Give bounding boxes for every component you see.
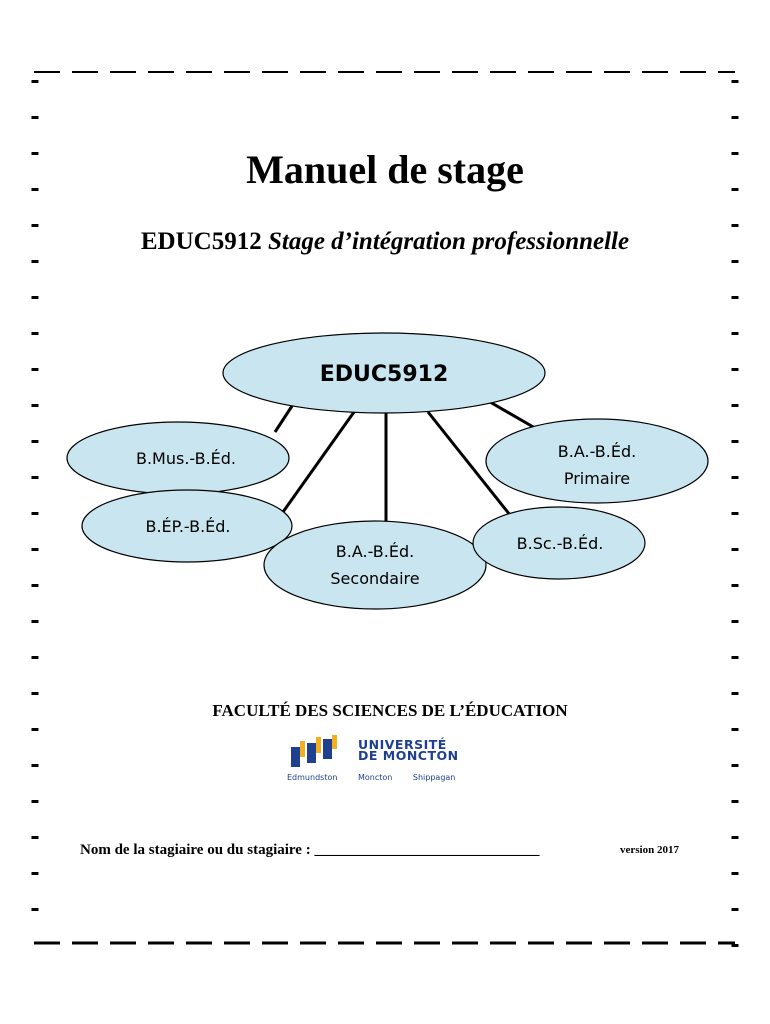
- oval-ba-secondaire: [264, 521, 486, 609]
- program-ba-secondaire-label-1: B.A.-B.Éd.: [335, 542, 415, 561]
- logo-wordmark: [358, 739, 459, 761]
- logo-name-line1: UNIVERSITÉ: [358, 737, 447, 752]
- campus-moncton: Moncton: [357, 773, 393, 782]
- version-label: version 2017: [620, 844, 679, 856]
- program-bmus-label: B.Mus.-B.Éd.: [135, 449, 237, 468]
- faculty-name: FACULTÉ DES SCIENCES DE L’ÉDUCATION: [212, 701, 568, 720]
- connector-bmus: [275, 406, 292, 432]
- program-ba-primaire-label-2: Primaire: [563, 469, 631, 488]
- connector-bep: [283, 412, 354, 512]
- trainee-name-field: Nom de la stagiaire ou du stagiaire : ______________________________: [80, 842, 540, 858]
- program-ba-primaire-label-1: B.A.-B.Éd.: [557, 442, 637, 461]
- connector-ba-primaire: [490, 402, 535, 428]
- document-title: Manuel de stage: [246, 147, 524, 192]
- logo-mark-icon: [285, 735, 355, 771]
- logo-name-line2: DE MONCTON: [358, 748, 459, 763]
- program-bsc-label: B.Sc.-B.Éd.: [516, 534, 604, 553]
- diagram-center-label: EDUC5912: [319, 362, 449, 387]
- universite-de-moncton-logo: [285, 735, 505, 785]
- logo-campus-list: [287, 773, 473, 782]
- course-code: EDUC5912: [140, 228, 262, 255]
- program-ba-secondaire-label-2: Secondaire: [330, 569, 420, 588]
- program-bep-label: B.ÉP.-B.Éd.: [145, 517, 231, 536]
- course-name: Stage d’intégration professionnelle: [267, 228, 630, 255]
- campus-edmundston: Edmundston: [287, 773, 338, 782]
- oval-ba-primaire: [486, 419, 708, 503]
- campus-shippagan: Shippagan: [412, 773, 456, 782]
